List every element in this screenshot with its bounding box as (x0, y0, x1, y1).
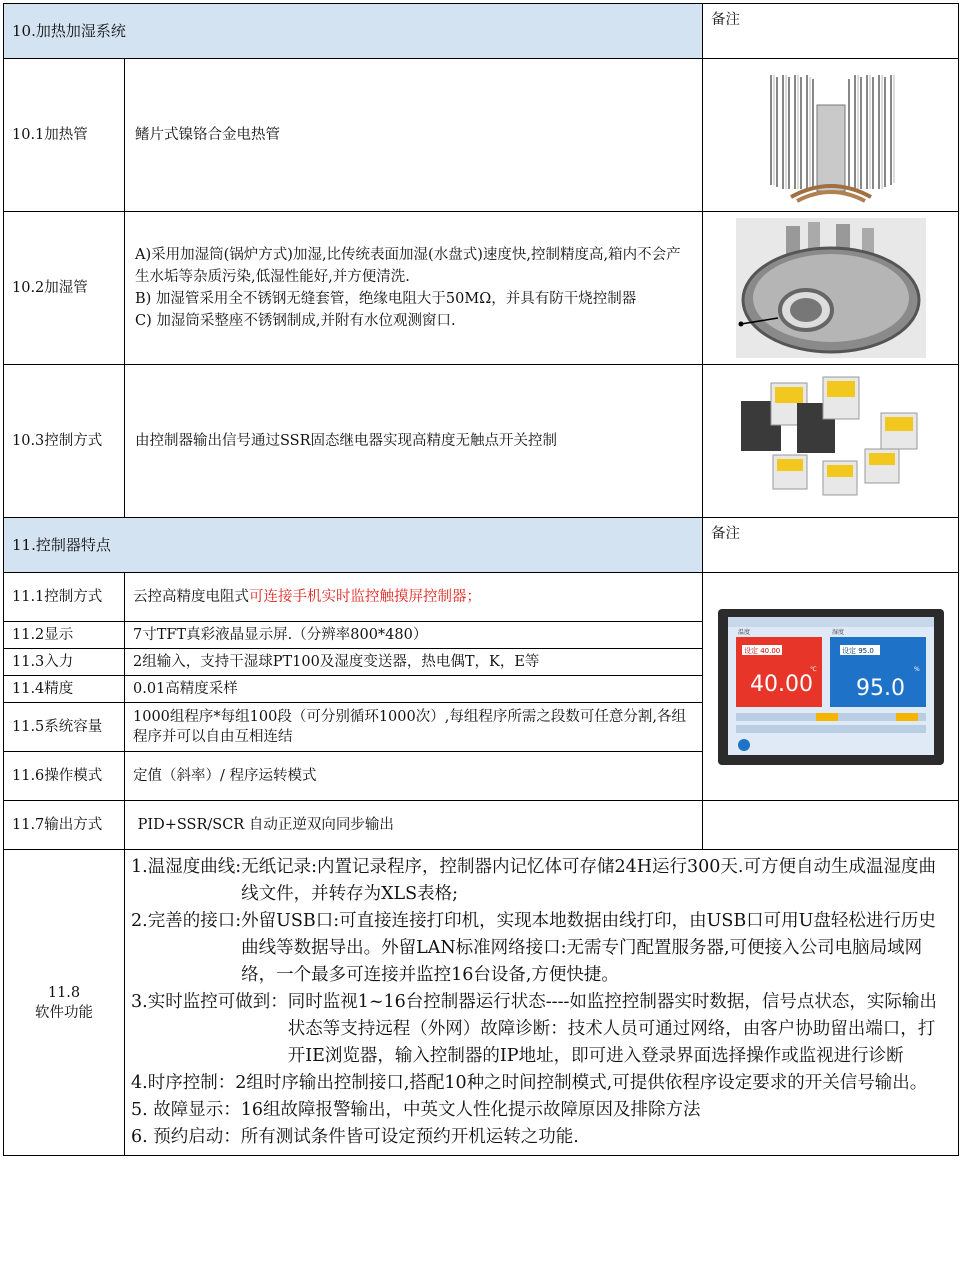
row-label: 10.2加湿管 (4, 212, 125, 365)
feature-text: 同时监视1~16台控制器运行状态----如监控控制器实时数据，信号点状态，实际输出状态等支持远程（外网）故障诊断：技术人员可通过网络，由客户协助留出端口，打开IE浏览器，输入控制器的IP地址，即可进入登录界面选择操作或监视进行诊断 (287, 992, 937, 1066)
spec-sheet (3, 3, 958, 1156)
row-value: 由控制器输出信号通过SSR固态继电器实现高精度无触点开关控制 (125, 365, 703, 518)
section10-title: 10.加热加湿系统 (4, 4, 703, 59)
row-label: 10.1加热管 (4, 59, 125, 212)
row-value: 定值（斜率）/ 程序运转模式 (125, 752, 703, 801)
software-row (4, 850, 959, 1156)
table-row (4, 212, 959, 365)
feature-label: 5. 故障显示： (131, 1100, 241, 1120)
row-label: 11.5系统容量 (4, 703, 125, 752)
software-label-text: 软件功能 (35, 1004, 93, 1021)
list-item (131, 908, 952, 989)
humidifier-line-a: A)采用加湿筒(锅炉方式)加湿,比传统表面加湿(水盘式)速度快,控制精度高,箱内不会产生水垢等杂质污染,低湿性能好,并方便清洗. (135, 247, 681, 285)
row-value-text: 云控高精度电阻式 (133, 589, 249, 605)
table-row (4, 59, 959, 212)
screen-temp-unit: ℃ (809, 665, 817, 673)
row-value: 7寸TFT真彩液晶显示屏.（分辨率800*480） (125, 622, 703, 649)
feature-label: 3.实时监控可做到： (131, 992, 288, 1012)
row-label: 11.3入力 (4, 649, 125, 676)
list-item (131, 1070, 952, 1097)
row-value (125, 212, 703, 365)
humidifier-line-c: C) 加湿筒采整座不锈钢制成,并附有水位观测窗口. (135, 313, 456, 329)
screen-set-hum: 设定 95.0 (841, 646, 874, 655)
row-value: 2组输入，支持干湿球PT100及湿度变送器，热电偶T，K，E等 (125, 649, 703, 676)
finned-heater-image (703, 59, 959, 212)
screen-temp-value: 40.00 (749, 671, 813, 697)
screen-temp-label: 温度 (737, 628, 750, 636)
row-label (4, 850, 125, 1156)
table-row (4, 801, 959, 850)
feature-text: 外留USB口:可直接连接打印机，实现本地数据由线打印，由USB口可用U盘轻松进行历史曲线等数据导出。外留LAN标准网络接口:无需专门配置服务器,可便接入公司电脑局域网络，一个最多可连接并监控16台设备,方便快捷。 (241, 911, 936, 985)
table-row (4, 365, 959, 518)
row-value: 0.01高精度采样 (125, 676, 703, 703)
row-label: 11.2显示 (4, 622, 125, 649)
row-value-highlight: 可连接手机实时监控触摸屏控制器； (249, 589, 481, 605)
software-features (125, 850, 959, 1156)
list-item (131, 1124, 952, 1151)
row-label: 11.7输出方式 (4, 801, 125, 850)
row-value: 1000组程序*每组100段（可分别循环1000次）,每组程序所需之段数可任意分割,各组程序并可以自由互相连结 (125, 703, 703, 752)
humidifier-line-b: B) 加湿管采用全不锈钢无缝套管，绝缘电阻大于50MΩ，并具有防干烧控制器 (135, 291, 637, 307)
section10-note-label: 备注 (703, 4, 959, 59)
section11-header-row (4, 518, 959, 573)
row-label: 11.1控制方式 (4, 573, 125, 622)
feature-text: 无纸记录:内置记录程序，控制器内记忆体可存储24H运行300天.可方便自动生成温湿度曲线文件，并转存为XLS表格; (241, 857, 936, 904)
software-label-num: 11.8 (47, 984, 81, 1001)
row-value: 鳍片式镍铬合金电热管 (125, 59, 703, 212)
feature-text: 2组时序输出控制接口,搭配10种之时间控制模式,可提供依程序设定要求的开关信号输出。 (235, 1073, 928, 1093)
ssr-relay-image (703, 365, 959, 518)
empty-note-cell (703, 801, 959, 850)
section10-header-row (4, 4, 959, 59)
feature-label: 4.时序控制： (131, 1073, 236, 1093)
row-value (125, 573, 703, 622)
feature-text: 所有测试条件皆可设定预约开机运转之功能. (240, 1127, 579, 1147)
screen-hum-value: 95.0 (855, 675, 905, 701)
section11-title: 11.控制器特点 (4, 518, 703, 573)
screen-hum-unit: % (913, 665, 920, 673)
row-label: 11.6操作模式 (4, 752, 125, 801)
feature-text: 16组故障报警输出，中英文人性化提示故障原因及排除方法 (240, 1100, 701, 1120)
row-label: 11.4精度 (4, 676, 125, 703)
list-item (131, 989, 952, 1070)
table-row (4, 573, 959, 622)
list-item (131, 1097, 952, 1124)
section11-note-label: 备注 (703, 518, 959, 573)
screen-hum-label: 湿度 (831, 628, 844, 636)
feature-label: 1.温湿度曲线: (131, 857, 242, 877)
feature-label: 2.完善的接口: (131, 911, 242, 931)
humidifier-tank-image (703, 212, 959, 365)
spec-table (3, 3, 959, 1156)
touchscreen-controller-image (703, 573, 959, 801)
list-item (131, 854, 952, 908)
feature-label: 6. 预约启动： (131, 1127, 241, 1147)
screen-set-temp: 设定 40.00 (743, 646, 780, 655)
row-value: PID+SSR/SCR 自动正逆双向同步输出 (125, 801, 703, 850)
row-label: 10.3控制方式 (4, 365, 125, 518)
